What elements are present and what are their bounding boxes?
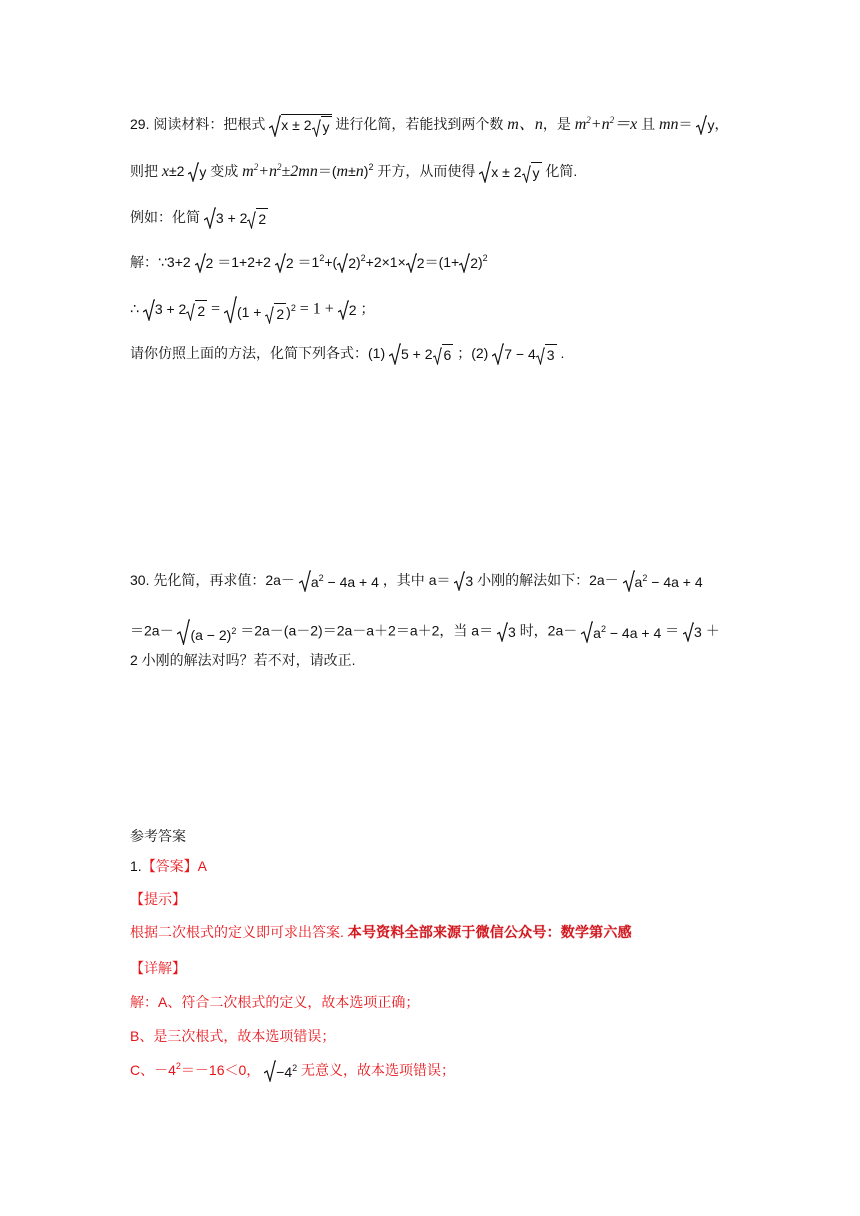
q30-intro: 30. 先化简，再求值：2a－ bbox=[130, 572, 295, 588]
radical-a2-4a-4: $a^2 - 4a + 4$ bbox=[581, 621, 661, 643]
answers-heading: 参考答案 bbox=[130, 828, 186, 844]
watermark-stamp: 本号资料全部来源于微信公众号：数学第六感 bbox=[347, 924, 632, 940]
radical-neg-4-squared: $-4^2$ bbox=[264, 1060, 297, 1082]
radical-3: 3 bbox=[683, 622, 702, 642]
q29-text: 且 bbox=[637, 116, 659, 133]
equals-sign: ＝ bbox=[665, 622, 680, 639]
q29-text: 化简. bbox=[545, 163, 578, 179]
detail-title: 【详解】 bbox=[130, 960, 186, 976]
radical-a2-4a-4: $a^2 - 4a + 4$ bbox=[623, 570, 703, 592]
solution-text: )$^2$ bbox=[478, 253, 488, 270]
radical-3: 3 bbox=[454, 571, 473, 591]
q29-line-6 bbox=[130, 343, 564, 365]
radical-x-pm-2sqrt-y: x ± 2 y bbox=[479, 161, 541, 183]
radical-2: 2 bbox=[406, 253, 425, 273]
q29-math-mn: m、n bbox=[507, 116, 543, 134]
q29-text: 变成 $m^2+n^2\pm 2mn=(m\pm n)^2$ 开方，从而使得 bbox=[210, 162, 476, 180]
radical-2: 2 bbox=[195, 253, 214, 273]
example-label: 例如：化简 bbox=[130, 209, 200, 225]
q29-text: 进行化简，若能找到两个数 bbox=[335, 116, 508, 133]
semicolon: ； bbox=[360, 300, 375, 317]
solution-text: )$^2$+2×1× bbox=[355, 253, 406, 270]
solution-text: $=1^2+$( bbox=[297, 253, 338, 270]
radical-3-plus-2sqrt2: 3 + 2 2 bbox=[204, 207, 268, 229]
radical-2: 2 bbox=[338, 300, 357, 320]
solution-text: ＝1+2+2 bbox=[217, 254, 271, 270]
q29-math-sum: $m^2+n^2=x$ bbox=[574, 115, 638, 134]
radical-a2-4a-4: $a^2 - 4a + 4$ bbox=[299, 570, 379, 592]
q30-line-1 bbox=[130, 570, 703, 592]
q29-equals: ＝ bbox=[678, 116, 693, 133]
radical-3: 3 bbox=[497, 622, 516, 642]
detail-c-text-2: 无意义，故本选项错误； bbox=[301, 1062, 456, 1078]
equals-sign: = bbox=[211, 300, 221, 318]
solution-text: ＝(1+ bbox=[424, 254, 460, 270]
task-text: ；(2) bbox=[457, 345, 489, 361]
answer-1-line bbox=[130, 856, 207, 876]
q30-line-2 bbox=[130, 619, 720, 645]
radical-2: 2 bbox=[275, 253, 294, 273]
q30-question: 2 小刚的解法对吗？若不对，请改正. bbox=[130, 652, 356, 668]
q30-text: ＝2a－ bbox=[130, 622, 174, 639]
q30-text: ＝2a－(a－2)＝2a－a＋2＝a＋2，当 a＝ bbox=[240, 622, 494, 639]
detail-c-line bbox=[130, 1060, 455, 1082]
q29-text: ，是 bbox=[542, 116, 575, 133]
q29-line-5 bbox=[130, 296, 374, 324]
q30-line-3 bbox=[130, 650, 356, 670]
hint-title: 【提示】 bbox=[130, 891, 186, 907]
q29-text: 则把 x±2 bbox=[130, 163, 185, 180]
q30-text: 时，2a－ bbox=[519, 622, 578, 639]
radical-y: y bbox=[696, 115, 714, 135]
radical-2: 2 bbox=[337, 253, 356, 273]
radical-y: y bbox=[188, 162, 206, 182]
detail-b: B、是三次根式，故本选项错误； bbox=[130, 1028, 336, 1044]
detail-c-text: C、$-4^2=-16<0$， bbox=[130, 1061, 261, 1078]
q29-intro-text: 29. 阅读材料：把根式 bbox=[130, 116, 266, 133]
q29-line-4 bbox=[130, 252, 488, 273]
radical-x-pm-2sqrt-y: x ± 2 y bbox=[269, 114, 331, 137]
period: . bbox=[560, 345, 565, 361]
solution-text: 解：∵3+2 bbox=[130, 254, 191, 270]
radical-5-plus-2sqrt6: 5 + 2 6 bbox=[389, 343, 453, 365]
hint-line bbox=[130, 922, 632, 942]
q29-line-1 bbox=[130, 114, 728, 137]
result-text: = 1 + bbox=[299, 300, 338, 318]
q29-math-product: mn bbox=[658, 116, 679, 134]
q29-line-2 bbox=[130, 161, 577, 183]
task-text: 请你仿照上面的方法，化简下列各式：(1) bbox=[130, 345, 386, 361]
q29-line-3 bbox=[130, 207, 268, 229]
radical-2: 2 bbox=[459, 253, 478, 273]
q30-text: ，其中 a＝ bbox=[382, 572, 451, 588]
q30-text: 小刚的解法如下：2a－ bbox=[477, 572, 619, 588]
radical-square-1-plus-sqrt2: (1 + 2 )$^2$ bbox=[224, 296, 296, 324]
radical-3-plus-2sqrt2: 3 + 2 2 bbox=[143, 299, 207, 321]
answer-number: 1. bbox=[130, 858, 142, 874]
q29-comma: ， bbox=[714, 116, 729, 133]
therefore-symbol: ∴ bbox=[130, 300, 139, 317]
radical-7-minus-4sqrt3: 7 − 4 3 bbox=[492, 343, 556, 365]
answer-value: 【答案】A bbox=[141, 858, 208, 874]
hint-text: 根据二次根式的定义即可求出答案. bbox=[130, 924, 344, 940]
plus-sign: ＋ bbox=[705, 622, 720, 639]
radical-a-minus-2-squared: $(a - 2)^2$ bbox=[177, 619, 236, 645]
detail-a: 解：A、符合二次根式的定义，故本选项正确； bbox=[130, 994, 420, 1010]
